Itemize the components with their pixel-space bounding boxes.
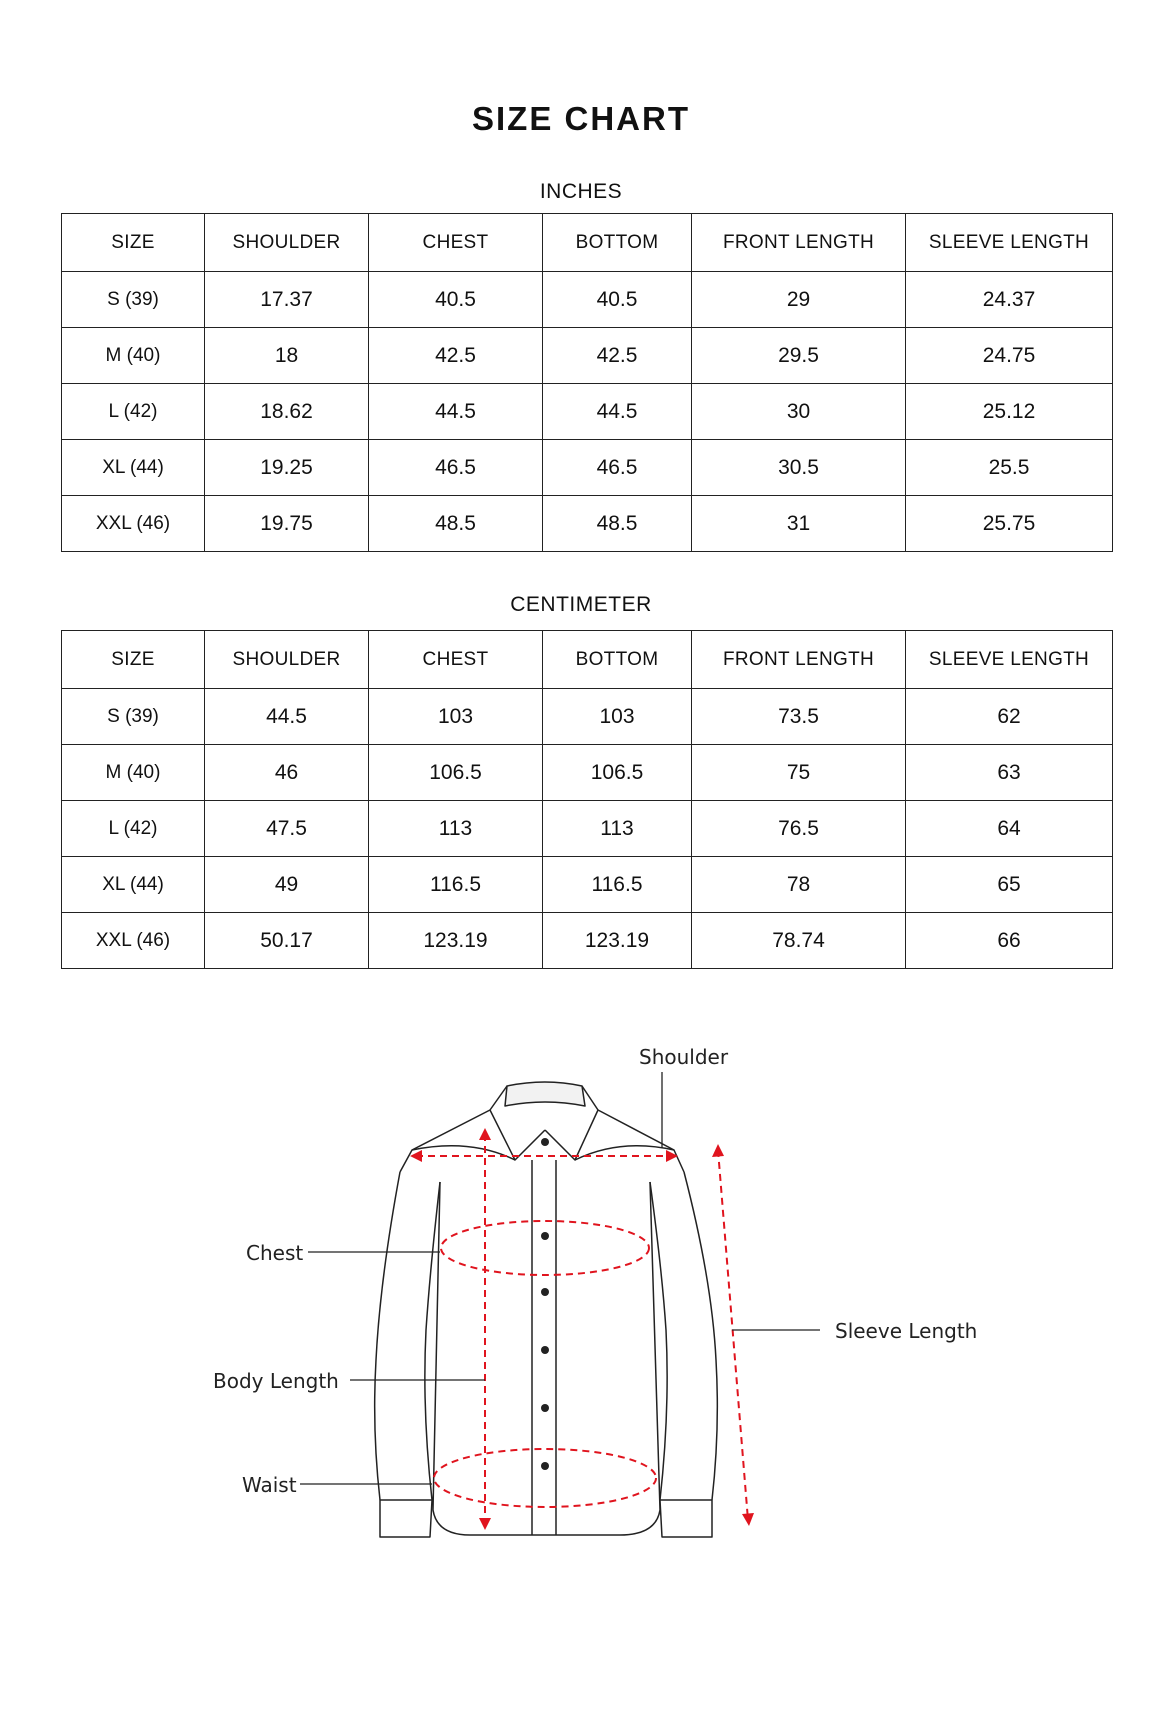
- chest-cell: 116.5: [369, 857, 543, 913]
- table-row: [62, 272, 1113, 328]
- size-cell: XXL (46): [62, 913, 205, 969]
- inches-label: INCHES: [539, 180, 623, 203]
- chest-cell: 106.5: [369, 745, 543, 801]
- size-cell: S (39): [62, 272, 205, 328]
- table-header-row: [62, 631, 1113, 689]
- header-chest: CHEST: [369, 214, 543, 272]
- front-length-cell: 29.5: [692, 328, 906, 384]
- header-front-length: FRONT LENGTH: [692, 631, 906, 689]
- front-length-cell: 31: [692, 496, 906, 552]
- chest-cell: 44.5: [369, 384, 543, 440]
- shoulder-cell: 50.17: [205, 913, 369, 969]
- size-cell: L (42): [62, 801, 205, 857]
- shoulder-cell: 18.62: [205, 384, 369, 440]
- bottom-cell: 42.5: [543, 328, 692, 384]
- table-header-row: [62, 214, 1113, 272]
- header-front-length: FRONT LENGTH: [692, 214, 906, 272]
- size-cell: XXL (46): [62, 496, 205, 552]
- shoulder-cell: 18: [205, 328, 369, 384]
- bottom-cell: 116.5: [543, 857, 692, 913]
- sleeve-length-cell: 62: [906, 689, 1113, 745]
- front-length-cell: 78.74: [692, 913, 906, 969]
- table-row: [62, 857, 1113, 913]
- measurement-arrowheads: [410, 1128, 754, 1530]
- sleeve-length-cell: 24.37: [906, 272, 1113, 328]
- sleeve-length-cell: 64: [906, 801, 1113, 857]
- table-row: [62, 440, 1113, 496]
- shoulder-cell: 49: [205, 857, 369, 913]
- front-length-cell: 75: [692, 745, 906, 801]
- table-row: [62, 384, 1113, 440]
- header-shoulder: SHOULDER: [205, 631, 369, 689]
- bottom-cell: 123.19: [543, 913, 692, 969]
- sleeve-length-cell: 24.75: [906, 328, 1113, 384]
- header-size: SIZE: [62, 631, 205, 689]
- leader-lines: [300, 1072, 820, 1484]
- front-length-cell: 73.5: [692, 689, 906, 745]
- table-row: [62, 689, 1113, 745]
- header-bottom: BOTTOM: [543, 631, 692, 689]
- size-cell: M (40): [62, 328, 205, 384]
- header-bottom: BOTTOM: [543, 214, 692, 272]
- shoulder-cell: 46: [205, 745, 369, 801]
- front-length-cell: 76.5: [692, 801, 906, 857]
- body-length-label: Body Length: [213, 1369, 339, 1393]
- shoulder-cell: 19.25: [205, 440, 369, 496]
- inches-table: [61, 213, 1113, 552]
- table-row: [62, 913, 1113, 969]
- size-cell: XL (44): [62, 857, 205, 913]
- table-row: [62, 496, 1113, 552]
- header-chest: CHEST: [369, 631, 543, 689]
- chest-cell: 113: [369, 801, 543, 857]
- front-length-cell: 30.5: [692, 440, 906, 496]
- header-size: SIZE: [62, 214, 205, 272]
- centimeter-table: [61, 630, 1113, 969]
- chest-cell: 40.5: [369, 272, 543, 328]
- centimeter-label: CENTIMETER: [510, 593, 652, 616]
- front-length-cell: 29: [692, 272, 906, 328]
- shoulder-cell: 47.5: [205, 801, 369, 857]
- sleeve-length-cell: 65: [906, 857, 1113, 913]
- shoulder-cell: 19.75: [205, 496, 369, 552]
- size-cell: L (42): [62, 384, 205, 440]
- bottom-cell: 44.5: [543, 384, 692, 440]
- measurement-guides: [416, 1134, 748, 1524]
- table-row: [62, 801, 1113, 857]
- sleeve-length-cell: 25.75: [906, 496, 1113, 552]
- bottom-cell: 106.5: [543, 745, 692, 801]
- header-sleeve-length: SLEEVE LENGTH: [906, 214, 1113, 272]
- shirt-buttons: [541, 1138, 549, 1470]
- table-row: [62, 745, 1113, 801]
- sleeve-length-cell: 63: [906, 745, 1113, 801]
- chest-cell: 103: [369, 689, 543, 745]
- chest-cell: 42.5: [369, 328, 543, 384]
- bottom-cell: 103: [543, 689, 692, 745]
- chest-label: Chest: [246, 1241, 304, 1265]
- bottom-cell: 46.5: [543, 440, 692, 496]
- shoulder-cell: 44.5: [205, 689, 369, 745]
- bottom-cell: 48.5: [543, 496, 692, 552]
- bottom-cell: 113: [543, 801, 692, 857]
- size-cell: M (40): [62, 745, 205, 801]
- size-cell: S (39): [62, 689, 205, 745]
- shoulder-label: Shoulder: [639, 1045, 729, 1069]
- page-title: SIZE CHART: [472, 100, 690, 137]
- sleeve-length-cell: 25.5: [906, 440, 1113, 496]
- sleeve-length-cell: 25.12: [906, 384, 1113, 440]
- shirt-measurement-diagram: [0, 1040, 1162, 1600]
- sleeve-length-cell: 66: [906, 913, 1113, 969]
- table-row: [62, 328, 1113, 384]
- chest-cell: 48.5: [369, 496, 543, 552]
- size-cell: XL (44): [62, 440, 205, 496]
- shoulder-cell: 17.37: [205, 272, 369, 328]
- waist-label: Waist: [242, 1473, 297, 1497]
- chest-cell: 123.19: [369, 913, 543, 969]
- sleeve-length-label: Sleeve Length: [835, 1319, 978, 1343]
- chest-cell: 46.5: [369, 440, 543, 496]
- bottom-cell: 40.5: [543, 272, 692, 328]
- header-shoulder: SHOULDER: [205, 214, 369, 272]
- front-length-cell: 30: [692, 384, 906, 440]
- front-length-cell: 78: [692, 857, 906, 913]
- header-sleeve-length: SLEEVE LENGTH: [906, 631, 1113, 689]
